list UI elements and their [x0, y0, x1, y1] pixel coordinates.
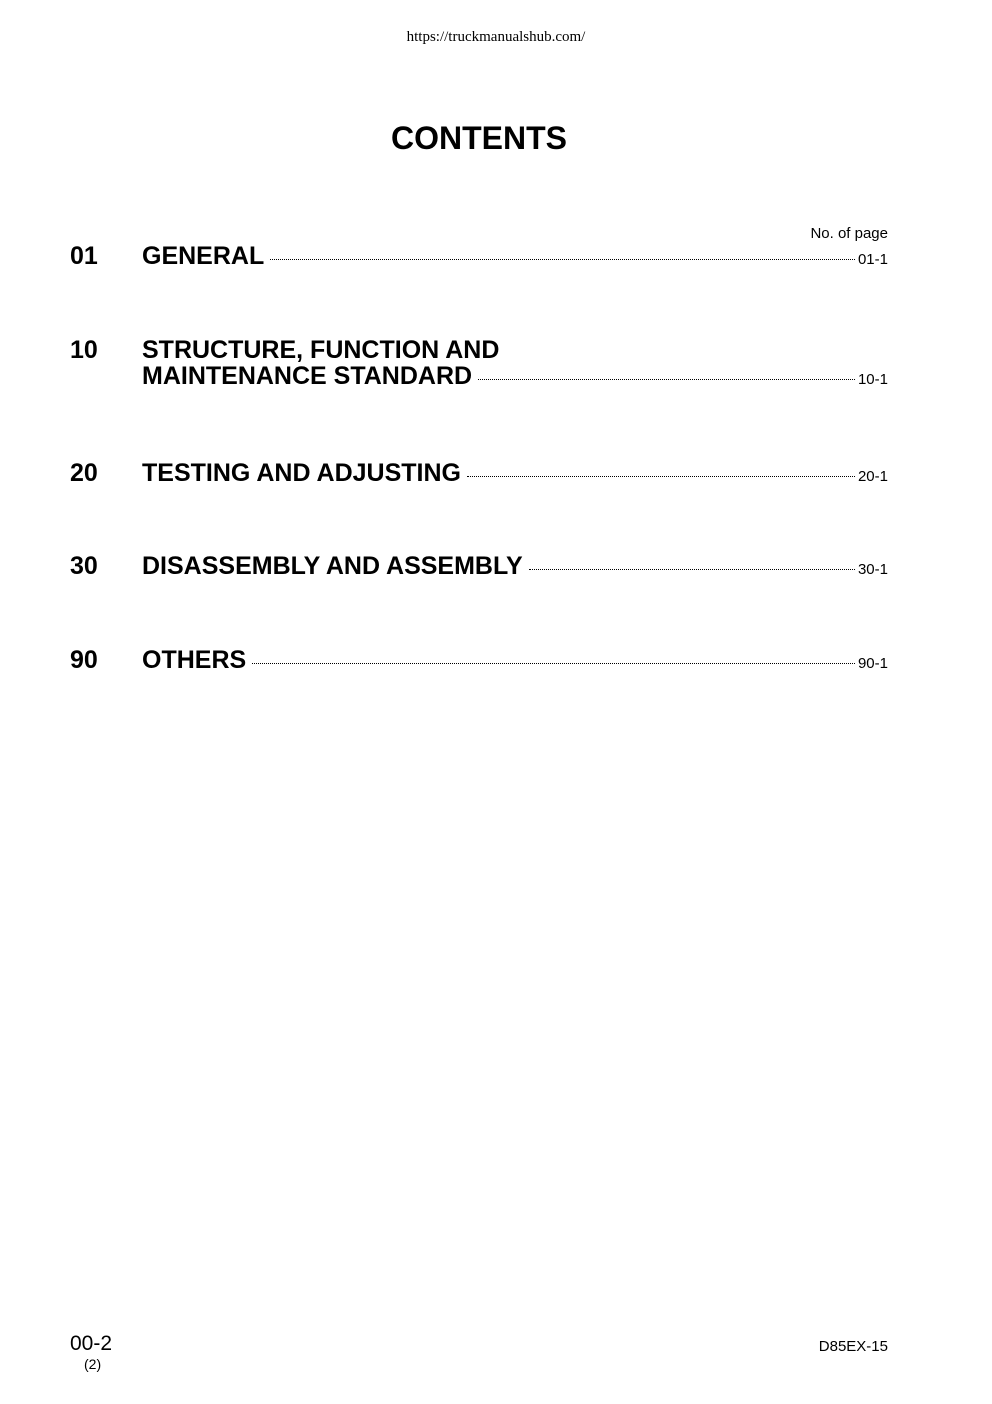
toc-page-number: 90-1: [857, 655, 888, 672]
dot-leader: [478, 379, 855, 380]
toc-section-title: GENERAL: [142, 242, 265, 270]
toc-section-title: DISASSEMBLY AND ASSEMBLY: [142, 552, 523, 580]
footer-model: D85EX-15: [818, 1338, 888, 1355]
dot-leader: [270, 259, 855, 260]
toc-section-title: TESTING AND ADJUSTING: [142, 459, 461, 487]
header-url: https://truckmanualshub.com/: [406, 29, 586, 45]
footer-page-number: 00-2: [70, 1332, 113, 1355]
toc-section-title-line1: STRUCTURE, FUNCTION AND: [142, 336, 500, 364]
toc-page-number: 20-1: [857, 468, 888, 485]
toc-page-number: 01-1: [857, 251, 888, 268]
dot-leader: [252, 663, 855, 664]
toc-section-title: OTHERS: [142, 646, 247, 674]
toc-page-number: 30-1: [857, 561, 888, 578]
toc-section-number: 30: [70, 552, 98, 580]
footer-revision: (2): [84, 1356, 102, 1372]
toc-section-number: 10: [70, 336, 98, 364]
toc-section-number: 01: [70, 242, 98, 270]
page-column-heading: No. of page: [810, 225, 888, 242]
dot-leader: [529, 569, 855, 570]
toc-section-title: MAINTENANCE STANDARD: [142, 362, 473, 390]
toc-section-number: 20: [70, 459, 98, 487]
toc-page-number: 10-1: [857, 371, 888, 388]
toc-section-number: 90: [70, 646, 98, 674]
page-title: CONTENTS: [391, 120, 567, 156]
dot-leader: [467, 476, 855, 477]
